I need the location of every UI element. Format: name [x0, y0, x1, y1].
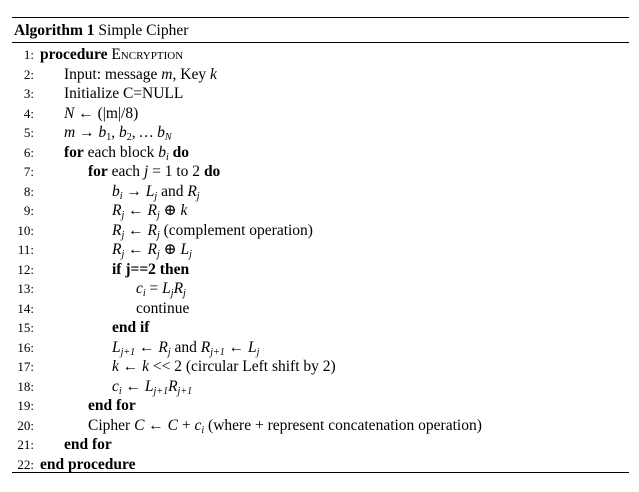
text: Input: message: [64, 65, 162, 83]
line-number: 6:: [23, 144, 34, 160]
line-number: 7:: [23, 164, 34, 179]
line-code: [64, 104, 138, 123]
math-var: L: [162, 280, 171, 297]
math-var: c: [136, 280, 143, 297]
arrow: →: [75, 124, 99, 141]
math-var: L: [248, 338, 257, 356]
math-var: b: [158, 143, 166, 161]
line-number: 16:: [17, 339, 34, 355]
math-var: R: [187, 182, 197, 200]
line-number: 20:: [17, 417, 34, 433]
line-number: 8:: [23, 183, 34, 199]
math-var: c: [194, 416, 202, 434]
math-var: m: [161, 65, 173, 83]
text: ,: [111, 124, 119, 141]
subscript: 2: [126, 132, 132, 143]
algorithm-label: Algorithm 1: [14, 22, 95, 39]
text: (where + represent concatenation operation): [204, 416, 482, 434]
math-var: C: [134, 416, 145, 434]
procedure-name: Encryption: [111, 46, 184, 63]
caption-rule: [12, 42, 629, 43]
math-var: C: [167, 416, 178, 434]
keyword: do: [172, 143, 190, 161]
subscript: j+1: [210, 346, 225, 358]
line-number: 19:: [17, 398, 34, 413]
keyword: for: [88, 163, 108, 180]
line-code: [64, 65, 217, 84]
subscript: j: [183, 288, 186, 299]
line-number: 1:: [23, 47, 34, 62]
subscript: j: [121, 229, 125, 241]
subscript: j: [196, 190, 200, 202]
line-number: 14:: [17, 300, 34, 316]
subscript: 1: [106, 132, 112, 143]
line-code: Initialize C=NULL: [64, 85, 184, 102]
line-code: [40, 45, 183, 64]
operator: ⊕: [159, 202, 181, 219]
arrow: ←: [118, 358, 143, 375]
math-var: k: [112, 358, 119, 375]
line-code: end for: [88, 397, 136, 414]
subscript: i: [118, 385, 122, 397]
math-var: L: [112, 338, 121, 356]
math-var: b: [98, 124, 107, 141]
subscript: j: [156, 210, 160, 221]
subscript: j: [121, 210, 125, 221]
subscript: j: [156, 249, 160, 260]
operator: =: [145, 280, 163, 297]
line-number: 9:: [23, 203, 34, 218]
arrow: ←: [121, 377, 145, 395]
text: and: [170, 338, 201, 356]
subscript: N: [164, 132, 172, 143]
math-var: R: [147, 202, 157, 219]
line-number: 13:: [17, 281, 34, 296]
math-var: c: [112, 377, 119, 395]
math-var: R: [112, 221, 122, 239]
arrow: ←: [74, 104, 98, 122]
subscript: i: [201, 424, 205, 436]
math-var: R: [173, 280, 184, 297]
subscript: i: [119, 190, 123, 202]
line-code: [88, 162, 220, 181]
subscript: j: [256, 346, 260, 358]
subscript: j: [121, 249, 125, 260]
bottom-rule: [12, 472, 629, 473]
math-var: L: [180, 241, 190, 258]
line-number: 4:: [23, 105, 34, 121]
subscript: j: [156, 229, 160, 241]
subscript: i: [142, 288, 146, 299]
subscript: j+1: [120, 346, 136, 358]
line-number: 12:: [17, 261, 34, 277]
math-var: R: [112, 241, 122, 258]
math-var: , … b: [131, 124, 165, 141]
subscript: j: [170, 288, 174, 299]
line-number: 15:: [17, 320, 34, 335]
line-code: continue: [136, 299, 190, 317]
math-var: N: [64, 104, 75, 122]
text: << 2 (circular Left shift by 2): [149, 358, 336, 375]
top-rule: [12, 17, 629, 18]
line-number: 3:: [23, 86, 34, 101]
math-var: R: [112, 202, 122, 219]
arrow: ←: [144, 416, 168, 434]
text: , Key: [172, 65, 210, 83]
keyword: for: [64, 143, 84, 161]
keyword: do: [203, 163, 221, 180]
math-var: R: [200, 338, 211, 356]
math-var: b: [118, 124, 127, 141]
math-var: R: [168, 377, 178, 395]
algorithm-title: Simple Cipher: [98, 22, 189, 39]
text: and: [157, 182, 188, 200]
arrow: ←: [124, 202, 148, 219]
arrow: ←: [224, 338, 249, 356]
line-number: 22:: [17, 456, 34, 472]
line-code: end if: [112, 319, 150, 336]
operator: +: [178, 416, 195, 434]
arrow: ←: [124, 221, 148, 239]
line-number: 17:: [17, 359, 34, 374]
math-var: b: [112, 182, 120, 200]
arrow: →: [122, 182, 146, 200]
line-number: 21:: [17, 437, 34, 452]
math-var: k: [209, 65, 217, 83]
keyword: then: [159, 260, 190, 278]
line-code: [112, 260, 189, 279]
line-code: end for: [64, 436, 112, 453]
line-number: 5:: [23, 125, 34, 140]
line-number: 11:: [17, 242, 34, 257]
keyword: procedure: [40, 46, 108, 63]
line-number: 10:: [17, 222, 34, 238]
arrow: ←: [135, 338, 159, 356]
math-var: m: [64, 124, 76, 141]
line-number: 2:: [23, 66, 34, 82]
text: (complement operation): [159, 221, 313, 239]
math-var: R: [147, 221, 157, 239]
subscript: j+1: [153, 385, 169, 397]
math-var: L: [145, 182, 155, 200]
text: each block: [83, 143, 159, 161]
line-code: [88, 416, 482, 440]
text: Cipher: [88, 416, 135, 434]
text: each: [107, 163, 144, 180]
math-var: L: [144, 377, 154, 395]
math-var: j: [143, 163, 149, 180]
arrow: ←: [124, 241, 148, 258]
line-number: 18:: [17, 378, 34, 394]
subscript: j: [189, 249, 192, 260]
math-var: R: [147, 241, 157, 258]
line-code: end procedure: [40, 455, 136, 473]
math-var: R: [158, 338, 168, 356]
line-code: [112, 357, 336, 376]
math-expr: (|m|/8): [97, 104, 139, 122]
subscript: j: [154, 190, 158, 202]
subscript: j+1: [177, 385, 193, 397]
subscript: i: [166, 151, 169, 163]
algorithm-caption: [14, 21, 188, 41]
subscript: j: [167, 346, 171, 358]
math-var: k: [142, 358, 150, 375]
text: = 1 to 2: [148, 163, 204, 180]
operator: ⊕: [159, 241, 181, 258]
keyword: if j==2: [112, 260, 156, 278]
math-var: k: [180, 202, 188, 219]
